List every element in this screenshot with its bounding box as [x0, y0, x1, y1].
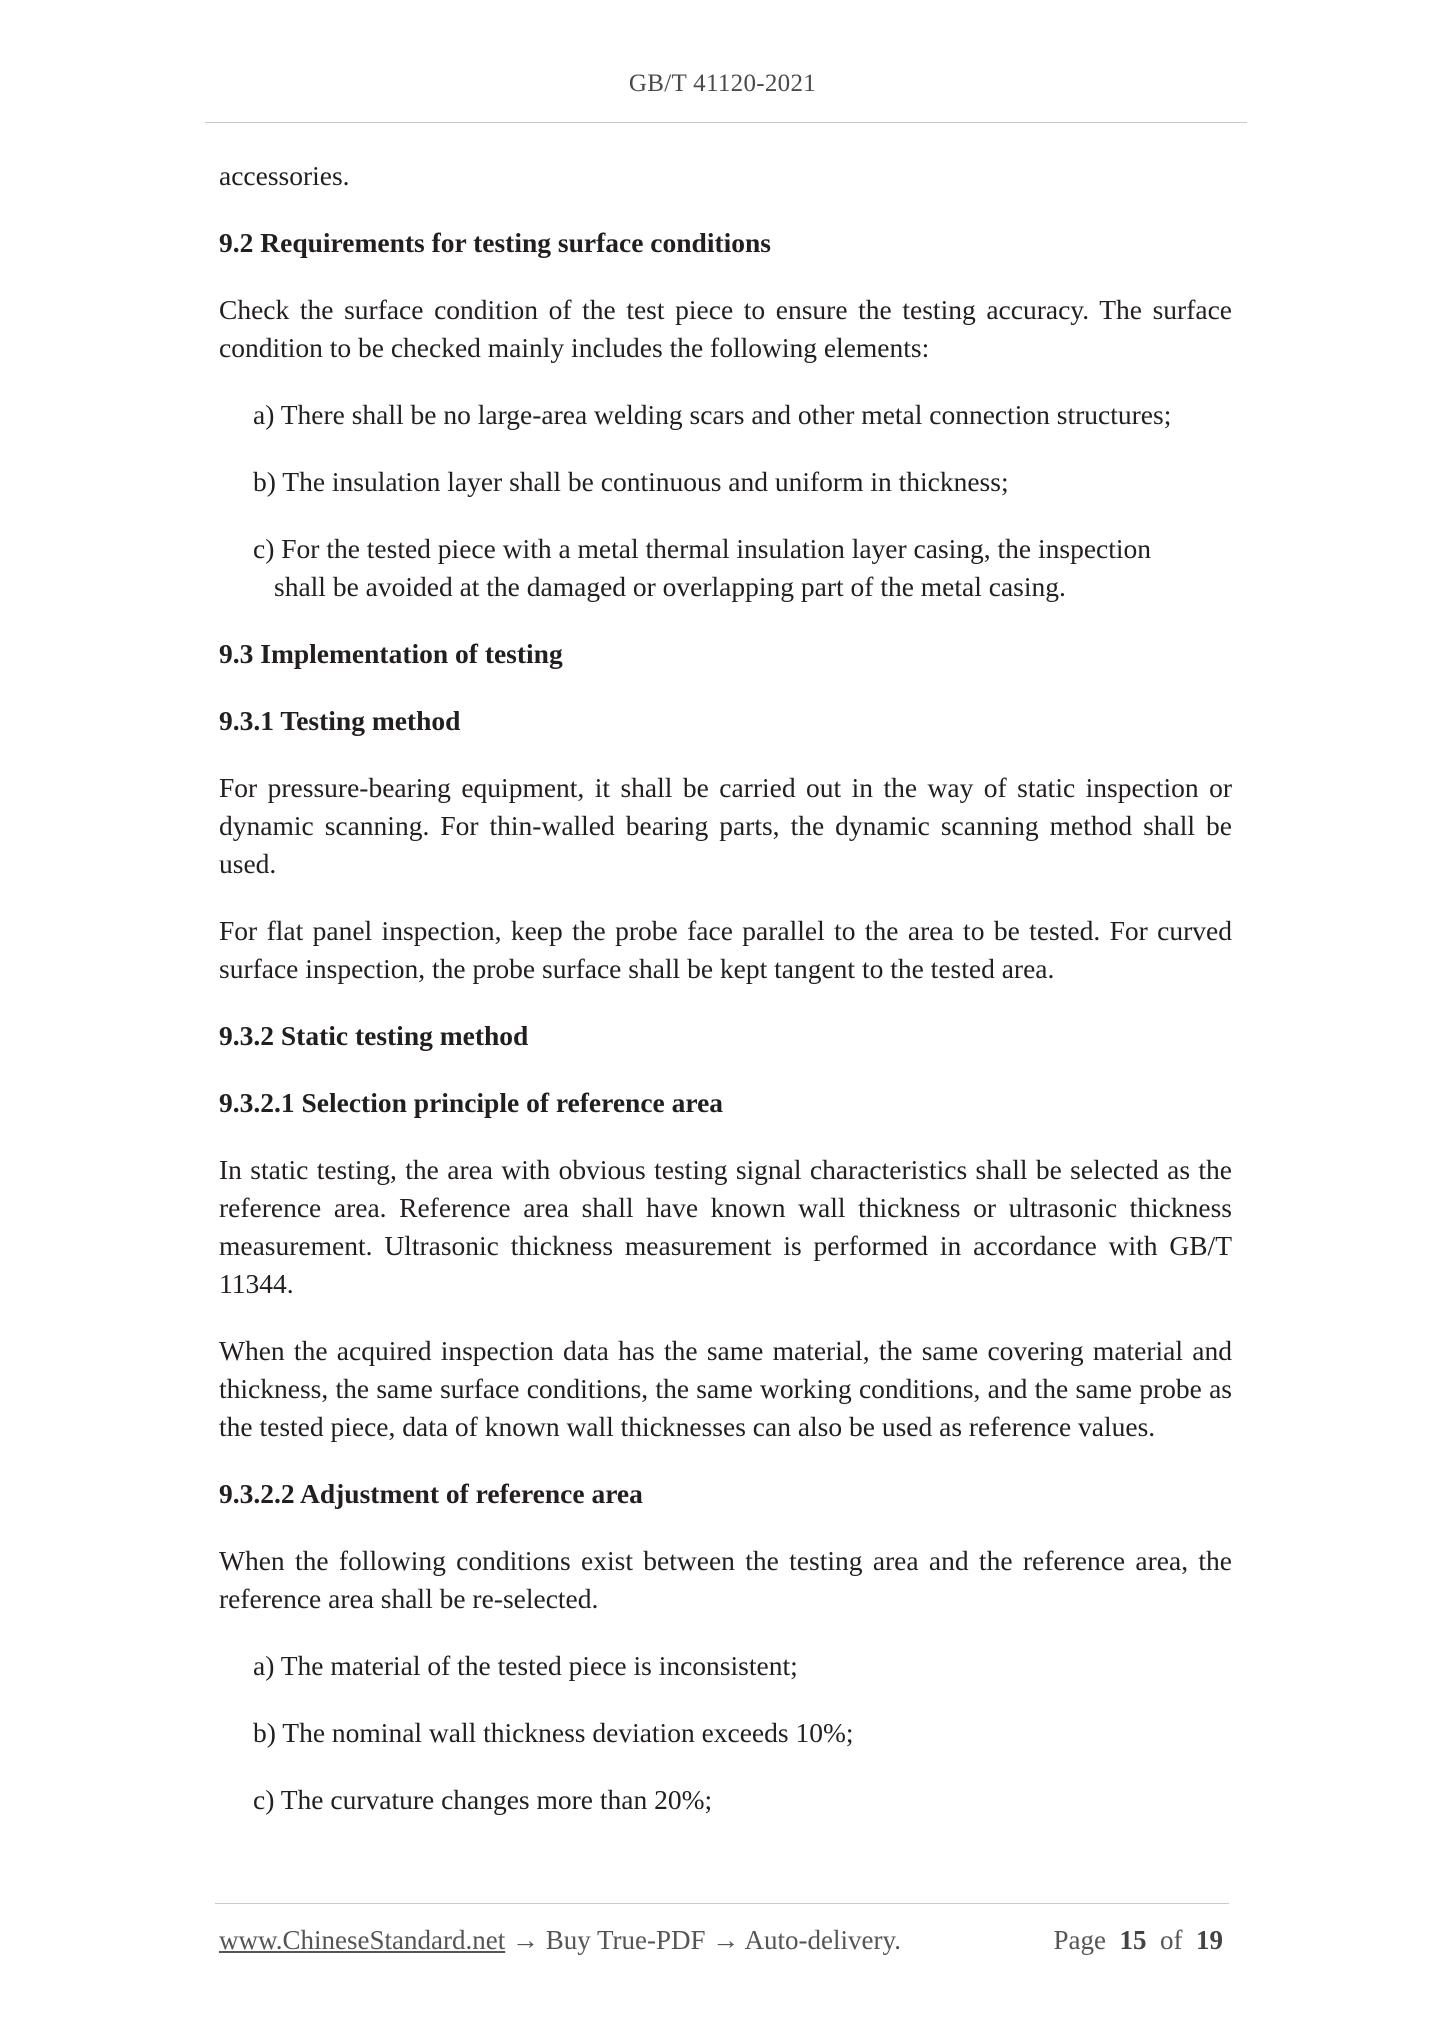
arrow-right-icon: → [712, 1925, 740, 1955]
section-9-3-2-1-para-2: When the acquired inspection data has the same material, the same covering material and thickness, the same surface conditions, the same working conditions, and the same probe as the tested piece, data of known wall thicknesses can also be used as reference values. [219, 1335, 1232, 1442]
header-divider [205, 122, 1247, 123]
page-of-label: of [1160, 1925, 1183, 1955]
page-total: 19 [1196, 1925, 1223, 1955]
section-9-3-1-para-2: For flat panel inspection, keep the probe face parallel to the area to be tested. For curved surface inspection, the probe surface shall be kept tangent to the tested area. [219, 915, 1232, 984]
section-9-2-intro: Check the surface condition of the test piece to ensure the testing accuracy. The surface condition to be checked mainly includes the following elements: [219, 294, 1232, 363]
section-9-2-item-a: a) There shall be no large-area welding scars and other metal connection structures; [253, 399, 1172, 430]
chinesestandard-link[interactable]: www.ChineseStandard.net [219, 1925, 506, 1955]
section-9-2-item-c-line1: c) For the tested piece with a metal thermal insulation layer casing, the inspection [253, 533, 1152, 564]
section-9-3-2-1-para-1: In static testing, the area with obvious testing signal characteristics shall be selected as the reference area. Reference area shall have known wall thickness or ultrasonic thickness measurement. Ultrasonic thickness measurement is performed in accordance with GB/T 11344. [219, 1154, 1232, 1299]
section-9-3-2-2-item-b: b) The nominal wall thickness deviation exceeds 10%; [253, 1717, 854, 1748]
section-9-3-2-2-item-c: c) The curvature changes more than 20%; [253, 1784, 713, 1815]
footer-divider [215, 1903, 1229, 1904]
section-9-3-2-heading: 9.3.2 Static testing method [219, 1020, 529, 1051]
buy-true-pdf-text: Buy True-PDF [545, 1925, 706, 1955]
auto-delivery-text: Auto-delivery. [744, 1925, 901, 1955]
page-content [219, 157, 1232, 1848]
section-9-3-2-2-heading: 9.3.2.2 Adjustment of reference area [219, 1478, 643, 1509]
page-number [1054, 1921, 1223, 1959]
section-9-2-item-c-line2: shall be avoided at the damaged or overlapping part of the metal casing. [274, 571, 1066, 602]
section-9-3-heading: 9.3 Implementation of testing [219, 638, 563, 669]
section-9-3-2-2-item-a: a) The material of the tested piece is inconsistent; [253, 1650, 798, 1681]
section-9-3-2-2-intro: When the following conditions exist between the testing area and the reference area, the reference area shall be re-selected. [219, 1545, 1232, 1614]
section-9-3-1-heading: 9.3.1 Testing method [219, 705, 461, 736]
arrow-right-icon: → [511, 1925, 539, 1955]
page-current: 15 [1119, 1925, 1147, 1955]
section-9-2-item-c [253, 530, 1232, 606]
section-9-3-2-1-heading: 9.3.2.1 Selection principle of reference area [219, 1087, 724, 1118]
section-9-3-1-para-1: For pressure-bearing equipment, it shall be carried out in the way of static inspection or dynamic scanning. For thin-walled bearing parts, the dynamic scanning method shall be used. [219, 772, 1232, 879]
continued-text: accessories. [219, 160, 350, 191]
section-9-2-heading: 9.2 Requirements for testing surface conditions [219, 227, 772, 258]
document-id-header: GB/T 41120-2021 [628, 70, 817, 97]
page-label: Page [1053, 1925, 1106, 1955]
page-footer [219, 1921, 1232, 1959]
section-9-2-item-b: b) The insulation layer shall be continuous and uniform in thickness; [253, 466, 1009, 497]
